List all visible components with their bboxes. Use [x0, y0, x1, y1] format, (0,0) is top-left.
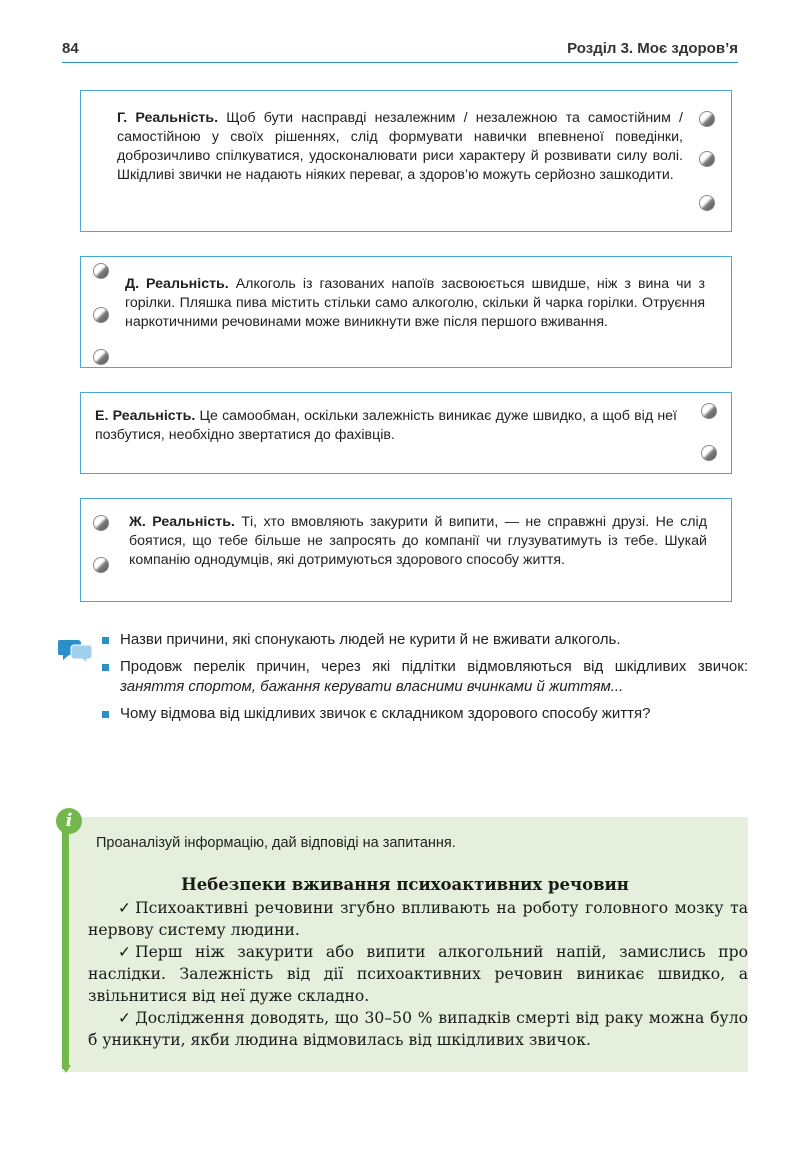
info-box	[62, 817, 748, 1072]
pin-dot-icon	[699, 151, 715, 167]
question-item: Чому відмова від шкідливих звичок є складником здорового способу життя?	[100, 704, 748, 724]
info-side-bar	[62, 829, 69, 1069]
reality-card-d-lead: Д. Реальність.	[125, 276, 229, 292]
reality-card-zh-body: Ті, хто вмовляють закурити й випити, — не справжні друзі. Не слід боятися, що тебе більше не запросять до компанії чи глузуватимуть із тебе. Шукай компанію однодумців, які дотримуються здорового способу життя.	[129, 514, 707, 568]
info-point-text: Психоактивні речовини згубно впливають на роботу головного мозку та нервову систему людини.	[88, 899, 748, 939]
pin-dot-icon	[701, 445, 717, 461]
pin-dot-icon	[93, 307, 109, 323]
arrow-down-icon	[61, 1065, 71, 1073]
info-points	[88, 897, 748, 1051]
question-item: Назви причини, які спонукають людей не курити й не вживати алкоголь.	[100, 630, 748, 650]
reality-card-zh-text	[129, 513, 707, 570]
section-title: Розділ 3. Моє здоров’я	[567, 40, 738, 57]
page-number: 84	[62, 40, 79, 57]
reality-card-zh	[80, 498, 732, 602]
pin-dot-icon	[93, 263, 109, 279]
check-icon: ✓	[118, 1009, 132, 1027]
pin-dot-icon	[93, 557, 109, 573]
page-header	[62, 36, 738, 63]
pin-dot-icon	[93, 349, 109, 365]
check-icon: ✓	[118, 943, 132, 961]
check-icon: ✓	[118, 899, 132, 917]
info-point	[88, 941, 748, 1007]
reality-card-e-body: Це самообман, оскільки залежність виникає дуже швидко, а щоб від неї позбутися, необхідно звертатися до фахівців.	[95, 408, 677, 443]
reality-card-g-lead: Г. Реальність.	[117, 110, 219, 126]
reality-card-zh-lead: Ж. Реальність.	[129, 514, 235, 530]
question-list	[100, 630, 748, 731]
question-text: Продовж перелік причин, через які підлітки відмовляються від шкідливих звичок:	[120, 658, 748, 675]
info-point-text: Перш ніж закурити або випити алкогольний напій, замислись про наслідки. Залежність від дії психоактивних речовин виникає швидко, а звільнитися від неї дуже складно.	[88, 943, 748, 1005]
info-point-text: Дослідження доводять, що 30–50 % випадків смерті від раку можна було б уникнути, якби людина відмовилась від шкідливих звичок.	[88, 1009, 748, 1049]
question-examples: заняття спортом, бажання керувати власними вчинками й життям...	[120, 678, 624, 695]
info-instruction: Проаналізуй інформацію, дай відповіді на запитання.	[96, 835, 456, 851]
reality-card-d	[80, 256, 732, 368]
info-point	[88, 1007, 748, 1051]
reality-card-e-text	[95, 407, 677, 445]
reality-card-g	[80, 90, 732, 232]
info-icon: i	[56, 808, 82, 834]
question-item	[100, 657, 748, 697]
discussion-icon	[58, 634, 94, 664]
info-point	[88, 897, 748, 941]
reality-card-e	[80, 392, 732, 474]
reality-card-d-body: Алкоголь із газованих напоїв засвоюється швидше, ніж з вина чи з горілки. Пляшка пива містить стільки само алкоголю, скільки й чарка горілки. Отруєння наркотичними речовинами може виникнути вже після першого вживання.	[125, 276, 705, 330]
reality-card-e-lead: Е. Реальність.	[95, 408, 196, 424]
info-title: Небезпеки вживання психоактивних речовин	[181, 875, 629, 894]
pin-dot-icon	[93, 515, 109, 531]
reality-card-d-text	[125, 275, 705, 332]
pin-dot-icon	[699, 195, 715, 211]
reality-card-g-body: Щоб бути насправді незалежним / незалежною та самостійним / самостійною у своїх рішеннях, слід формувати навички впевненої поведінки, доброзичливо спілкуватися, удосконалювати риси характеру й розвивати силу волі. Шкідливі звички не надають ніяких переваг, а здоров’ю можуть серйозно зашкодити.	[117, 110, 683, 183]
reality-card-g-text	[117, 109, 683, 185]
pin-dot-icon	[701, 403, 717, 419]
pin-dot-icon	[699, 111, 715, 127]
